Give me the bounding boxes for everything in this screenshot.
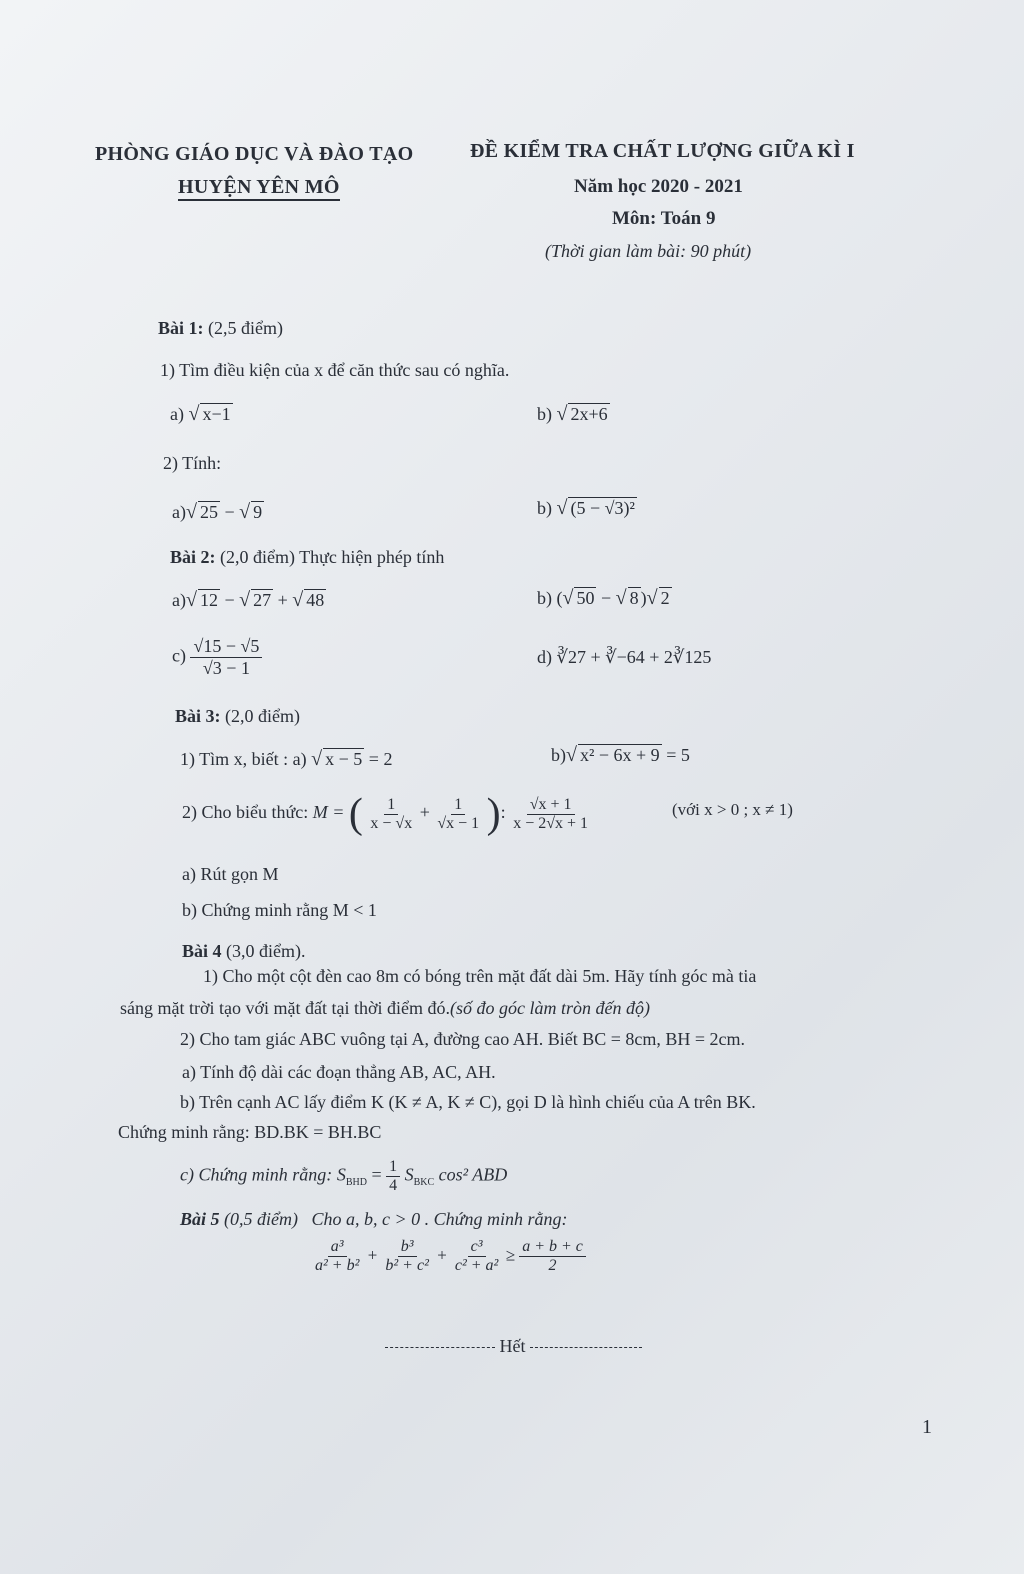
bai4-b-line1: b) Trên cạnh AC lấy điểm K (K ≠ A, K ≠ C), gọi D là hình chiếu của A trên BK. xyxy=(180,1092,756,1112)
time-allowed: (Thời gian làm bài: 90 phút) xyxy=(545,241,752,261)
bai5-inequality xyxy=(312,1238,586,1275)
area-subscript: BKC xyxy=(413,1177,435,1189)
school-dept: PHÒNG GIÁO DỤC VÀ ĐÀO TẠO xyxy=(95,143,414,165)
bai1-q2a xyxy=(172,501,264,524)
fraction-numerator: b³ xyxy=(398,1238,417,1257)
sqrt-icon: √ xyxy=(239,501,251,523)
school-year: Năm học 2020 - 2021 xyxy=(574,176,743,197)
bai2-c-label: c) xyxy=(172,645,186,666)
bai4-q2: 2) Cho tam giác ABC vuông tại A, đường cao AH. Biết BC = 8cm, BH = 2cm. xyxy=(180,1029,746,1049)
fraction-numerator: c³ xyxy=(468,1238,486,1257)
fraction-b xyxy=(382,1238,432,1275)
bai4-q1-line2 xyxy=(120,998,650,1019)
m-lhs: M = xyxy=(312,802,345,823)
sqrt-icon: √ xyxy=(646,587,658,609)
area-subscript: BHD xyxy=(345,1177,367,1189)
bai2-rest: (2,0 điểm) Thực hiện phép tính xyxy=(220,547,445,567)
fraction-quarter xyxy=(386,1158,400,1195)
bai1-heading xyxy=(158,318,283,339)
bai1-q2b-expr: (5 − √3)² xyxy=(570,498,635,518)
bai2-a xyxy=(172,589,326,612)
sqrt-icon: √ xyxy=(566,744,577,766)
colon-sign: : xyxy=(500,802,506,823)
bai1-title: Bài 1: xyxy=(158,318,204,338)
fraction-numerator: 1 xyxy=(386,1158,400,1177)
bai2-b xyxy=(537,587,672,610)
sqrt-icon: √ xyxy=(185,589,197,611)
bai1-q2: 2) Tính: xyxy=(163,453,222,473)
bai3-q1b-rhs: = 5 xyxy=(666,745,690,765)
district-label: HUYỆN YÊN MÔ xyxy=(178,176,340,201)
end-marker xyxy=(385,1336,642,1357)
bai2-title: Bài 2: xyxy=(170,547,216,567)
bai1-q2b-label: b) xyxy=(537,498,552,518)
bai2-a-r1: 12 xyxy=(199,590,218,610)
bai2-d-label: d) xyxy=(537,647,552,667)
fraction-numerator: a + b + c xyxy=(519,1238,586,1257)
fraction-numerator: √15 − √5 xyxy=(190,636,262,658)
bai2-c xyxy=(172,636,262,679)
equals-sign: = xyxy=(371,1164,382,1185)
bai4-c-label: c) Chứng minh rằng: xyxy=(180,1164,333,1185)
district-name xyxy=(178,176,340,199)
bai4-q1-line1: 1) Cho một cột đèn cao 8m có bóng trên mặt đất dài 5m. Hãy tính góc mà tia xyxy=(203,966,757,986)
fraction-numerator: 1 xyxy=(384,796,398,815)
bai4-title: Bài 4 xyxy=(182,941,222,961)
bai4-b-line2: Chứng minh rằng: BD.BK = BH.BC xyxy=(118,1122,382,1142)
bai2-a-label: a) xyxy=(172,590,186,610)
fraction-a xyxy=(312,1238,362,1275)
fraction-denominator: 2 xyxy=(548,1257,557,1274)
bai1-q1a-expr: x−1 xyxy=(202,404,231,424)
bai4-points: (3,0 điểm). xyxy=(226,941,306,961)
bai3-q2 xyxy=(182,790,591,838)
fraction-denominator: c² + a² xyxy=(454,1257,499,1274)
page-number: 1 xyxy=(922,1416,932,1438)
fraction-numerator: 1 xyxy=(451,796,465,815)
bai2-c-fraction xyxy=(190,636,262,679)
fraction-3 xyxy=(510,796,591,833)
plus-sign: + xyxy=(366,1245,379,1265)
close-paren: ) xyxy=(640,588,647,608)
bai1-q2a-r2: 9 xyxy=(253,502,263,522)
bai2-d xyxy=(537,647,711,668)
bai3-q1a-rhs: = 2 xyxy=(368,749,393,769)
bai4-a: a) Tính độ dài các đoạn thẳng AB, AC, AH. xyxy=(182,1062,496,1082)
area-symbol: S xyxy=(336,1164,346,1185)
right-dashes xyxy=(530,1347,642,1348)
bai4-c xyxy=(180,1158,507,1195)
ge-sign: ≥ xyxy=(505,1245,515,1265)
bai2-a-r2: 27 xyxy=(253,590,272,610)
bai1-q1b xyxy=(537,403,610,426)
bai4-heading xyxy=(182,941,306,962)
sqrt-icon: √ xyxy=(292,589,304,611)
left-dashes xyxy=(385,1347,495,1348)
fraction-denominator: 4 xyxy=(389,1177,398,1194)
fraction-sum xyxy=(519,1238,586,1275)
fraction-2 xyxy=(434,796,482,833)
bai3-q1b-rad: x² − 6x + 9 xyxy=(579,745,660,765)
bai1-q2a-r1: 25 xyxy=(199,502,218,522)
bai1-points: (2,5 điểm) xyxy=(208,318,283,338)
bai3-heading xyxy=(175,706,300,727)
minus-sign: − xyxy=(600,588,612,608)
bai3-q1a-rad: x − 5 xyxy=(325,749,363,769)
sqrt-icon: √ xyxy=(556,403,568,425)
fraction-denominator: √3 − 1 xyxy=(202,658,250,678)
plus-sign: + xyxy=(436,1245,448,1265)
bai2-b-r2: 8 xyxy=(629,588,639,608)
open-paren: ( xyxy=(348,791,363,837)
bai5-given: Cho a, b, c > 0 . Chứng minh rằng: xyxy=(311,1209,568,1229)
bai1-q1a xyxy=(170,403,233,426)
cos-expression: cos² ABD xyxy=(438,1164,508,1185)
fraction-denominator: x − 2√x + 1 xyxy=(513,814,589,832)
bai3-q1-text: 1) Tìm x, biết : a) xyxy=(180,749,307,769)
close-paren: ) xyxy=(486,791,501,837)
sqrt-icon: √ xyxy=(556,497,568,519)
sqrt-icon: √ xyxy=(562,587,574,609)
bai3-a: a) Rút gọn M xyxy=(182,864,279,884)
bai1-q1b-expr: 2x+6 xyxy=(570,404,608,424)
end-text: Hết xyxy=(499,1336,526,1356)
bai1-q1: 1) Tìm điều kiện của x để căn thức sau có nghĩa. xyxy=(160,360,510,380)
fraction-denominator: x − √x xyxy=(370,814,413,832)
fraction-denominator: b² + c² xyxy=(385,1257,429,1274)
bai2-d-expr: ∛27 + ∛−64 + 2∛125 xyxy=(556,647,712,667)
bai3-b: b) Chứng minh rằng M < 1 xyxy=(182,900,377,920)
sqrt-icon: √ xyxy=(311,748,323,770)
sqrt-icon: √ xyxy=(615,587,627,609)
bai4-q1-note: (số đo góc làm tròn đến độ) xyxy=(450,998,650,1018)
area-symbol: S xyxy=(404,1164,414,1185)
bai1-q2a-label: a) xyxy=(172,502,186,522)
bai2-heading xyxy=(170,547,444,568)
bai2-b-r3: 2 xyxy=(660,588,670,608)
bai3-q2-text: 2) Cho biểu thức: xyxy=(182,802,309,823)
bai2-b-label: b) xyxy=(537,588,552,608)
bai3-condition: (với x > 0 ; x ≠ 1) xyxy=(672,800,793,819)
bai3-title: Bài 3: xyxy=(175,706,221,726)
fraction-1 xyxy=(367,796,415,833)
open-paren: ( xyxy=(556,588,563,608)
bai3-q1b xyxy=(551,744,690,767)
sqrt-icon: √ xyxy=(185,501,197,523)
bai3-q1 xyxy=(180,748,392,771)
minus-sign: − xyxy=(224,590,235,610)
fraction-numerator: √x + 1 xyxy=(527,796,575,815)
bai5-heading xyxy=(180,1209,567,1230)
subject: Môn: Toán 9 xyxy=(612,208,716,229)
fraction-denominator: a² + b² xyxy=(315,1257,360,1274)
fraction-c xyxy=(452,1238,502,1275)
bai2-b-r1: 50 xyxy=(576,588,595,608)
bai4-q1-line2-text: sáng mặt trời tạo với mặt đất tại thời điểm đó. xyxy=(120,998,450,1018)
plus-sign: + xyxy=(277,590,288,610)
plus-sign: + xyxy=(419,802,430,823)
fraction-denominator: √x − 1 xyxy=(437,814,480,832)
bai1-q1b-label: b) xyxy=(537,404,552,424)
sqrt-icon: √ xyxy=(239,589,251,611)
minus-sign: − xyxy=(224,502,235,522)
bai5-points: (0,5 điểm) xyxy=(224,1209,298,1229)
exam-title: ĐỀ KIỂM TRA CHẤT LƯỢNG GIỮA KÌ I xyxy=(470,140,855,162)
bai3-points: (2,0 điểm) xyxy=(225,706,300,726)
bai1-q2b xyxy=(537,497,637,520)
bai5-title: Bài 5 xyxy=(180,1209,220,1229)
bai3-q1b-label: b) xyxy=(551,745,566,765)
fraction-numerator: a³ xyxy=(328,1238,347,1257)
sqrt-icon: √ xyxy=(188,403,200,425)
bai2-a-r3: 48 xyxy=(306,590,325,610)
bai1-q1a-label: a) xyxy=(170,404,184,424)
